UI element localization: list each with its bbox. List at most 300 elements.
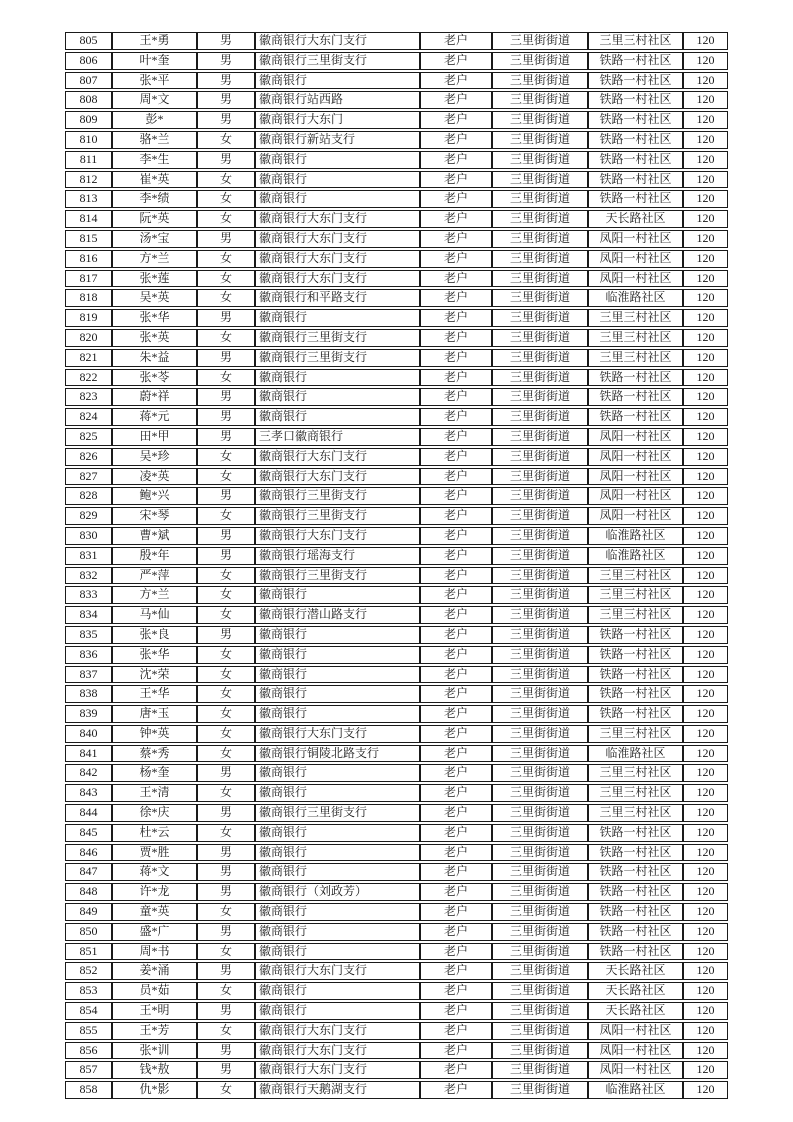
cell-serial: 813 [65,190,112,208]
cell-serial: 808 [65,91,112,109]
cell-name: 阮*英 [112,210,197,228]
cell-serial: 843 [65,784,112,802]
cell-serial: 854 [65,1002,112,1020]
cell-street: 三里街街道 [492,151,588,169]
cell-household-type: 老户 [420,289,492,307]
cell-name: 蔚*祥 [112,388,197,406]
cell-community: 铁路一村社区 [588,388,683,406]
cell-bank: 徽商银行大东门支行 [255,250,420,268]
cell-name: 崔*英 [112,171,197,189]
table-row [65,507,728,525]
cell-serial: 826 [65,448,112,466]
cell-gender: 男 [197,91,255,109]
cell-gender: 男 [197,349,255,367]
cell-serial: 820 [65,329,112,347]
cell-bank: 徽商银行三里街支行 [255,52,420,70]
cell-gender: 男 [197,923,255,941]
cell-name: 蒋*文 [112,863,197,881]
cell-household-type: 老户 [420,1002,492,1020]
cell-gender: 女 [197,784,255,802]
cell-community: 三里三村社区 [588,804,683,822]
cell-household-type: 老户 [420,230,492,248]
cell-household-type: 老户 [420,468,492,486]
cell-serial: 853 [65,982,112,1000]
cell-household-type: 老户 [420,586,492,604]
cell-bank: 徽商银行 [255,626,420,644]
cell-amount: 120 [683,567,728,585]
cell-amount: 120 [683,210,728,228]
cell-street: 三里街街道 [492,507,588,525]
table-row [65,844,728,862]
cell-bank: 徽商银行三里街支行 [255,567,420,585]
cell-amount: 120 [683,745,728,763]
cell-amount: 120 [683,369,728,387]
cell-bank: 徽商银行三里街支行 [255,329,420,347]
cell-amount: 120 [683,309,728,327]
cell-serial: 848 [65,883,112,901]
table-row [65,428,728,446]
cell-bank: 徽商银行大东门支行 [255,468,420,486]
cell-street: 三里街街道 [492,725,588,743]
cell-name: 彭* [112,111,197,129]
cell-name: 周*文 [112,91,197,109]
cell-community: 临淮路社区 [588,547,683,565]
cell-community: 凤阳一村社区 [588,507,683,525]
cell-community: 三里三村社区 [588,725,683,743]
cell-serial: 856 [65,1042,112,1060]
cell-gender: 男 [197,408,255,426]
cell-household-type: 老户 [420,943,492,961]
cell-serial: 818 [65,289,112,307]
cell-name: 朱*益 [112,349,197,367]
cell-serial: 828 [65,487,112,505]
cell-name: 周*书 [112,943,197,961]
table-row [65,1042,728,1060]
cell-household-type: 老户 [420,844,492,862]
cell-gender: 男 [197,309,255,327]
cell-name: 张*训 [112,1042,197,1060]
cell-community: 凤阳一村社区 [588,1061,683,1079]
cell-community: 三里三村社区 [588,32,683,50]
cell-household-type: 老户 [420,646,492,664]
table-row [65,468,728,486]
table-row [65,309,728,327]
cell-gender: 男 [197,1061,255,1079]
table-row [65,527,728,545]
cell-household-type: 老户 [420,1061,492,1079]
table-row [65,666,728,684]
cell-serial: 810 [65,131,112,149]
table-row [65,567,728,585]
cell-bank: 徽商银行 [255,309,420,327]
cell-name: 蔡*秀 [112,745,197,763]
cell-street: 三里街街道 [492,408,588,426]
cell-street: 三里街街道 [492,289,588,307]
cell-gender: 女 [197,725,255,743]
cell-street: 三里街街道 [492,745,588,763]
cell-name: 沈*荣 [112,666,197,684]
cell-serial: 852 [65,962,112,980]
cell-amount: 120 [683,1081,728,1099]
cell-bank: 徽商银行三里街支行 [255,487,420,505]
cell-street: 三里街街道 [492,349,588,367]
cell-household-type: 老户 [420,52,492,70]
cell-street: 三里街街道 [492,210,588,228]
cell-amount: 120 [683,448,728,466]
cell-gender: 男 [197,844,255,862]
cell-serial: 817 [65,270,112,288]
cell-street: 三里街街道 [492,190,588,208]
cell-street: 三里街街道 [492,685,588,703]
cell-gender: 男 [197,111,255,129]
cell-bank: 徽商银行大东门 [255,111,420,129]
cell-bank: 徽商银行大东门支行 [255,270,420,288]
cell-name: 王*明 [112,1002,197,1020]
cell-household-type: 老户 [420,1022,492,1040]
cell-community: 铁路一村社区 [588,646,683,664]
cell-street: 三里街街道 [492,1042,588,1060]
cell-serial: 850 [65,923,112,941]
cell-name: 宋*琴 [112,507,197,525]
cell-bank: 徽商银行 [255,72,420,90]
cell-household-type: 老户 [420,725,492,743]
cell-amount: 120 [683,91,728,109]
cell-serial: 824 [65,408,112,426]
cell-community: 凤阳一村社区 [588,270,683,288]
cell-street: 三里街街道 [492,804,588,822]
cell-street: 三里街街道 [492,91,588,109]
table-row [65,210,728,228]
cell-gender: 女 [197,646,255,664]
cell-street: 三里街街道 [492,764,588,782]
cell-name: 李*绩 [112,190,197,208]
cell-amount: 120 [683,863,728,881]
cell-bank: 徽商银行 [255,784,420,802]
cell-name: 马*仙 [112,606,197,624]
cell-bank: 徽商银行 [255,863,420,881]
cell-name: 张*苓 [112,369,197,387]
cell-amount: 120 [683,1061,728,1079]
cell-name: 王*清 [112,784,197,802]
cell-serial: 805 [65,32,112,50]
table-row [65,289,728,307]
cell-community: 三里三村社区 [588,329,683,347]
cell-gender: 女 [197,270,255,288]
cell-serial: 819 [65,309,112,327]
cell-gender: 男 [197,230,255,248]
cell-street: 三里街街道 [492,1061,588,1079]
cell-gender: 男 [197,626,255,644]
table-row [65,72,728,90]
cell-community: 凤阳一村社区 [588,1042,683,1060]
table-row [65,745,728,763]
cell-serial: 809 [65,111,112,129]
cell-household-type: 老户 [420,72,492,90]
table-row [65,349,728,367]
table-row [65,962,728,980]
cell-amount: 120 [683,547,728,565]
cell-street: 三里街街道 [492,962,588,980]
cell-household-type: 老户 [420,567,492,585]
cell-street: 三里街街道 [492,1022,588,1040]
cell-community: 铁路一村社区 [588,72,683,90]
cell-name: 贾*胜 [112,844,197,862]
cell-amount: 120 [683,626,728,644]
cell-name: 吴*英 [112,289,197,307]
cell-community: 三里三村社区 [588,567,683,585]
table-row [65,685,728,703]
cell-serial: 834 [65,606,112,624]
cell-street: 三里街街道 [492,230,588,248]
records-table-body [65,32,728,1099]
cell-amount: 120 [683,923,728,941]
table-row [65,764,728,782]
cell-serial: 829 [65,507,112,525]
cell-street: 三里街街道 [492,982,588,1000]
cell-household-type: 老户 [420,606,492,624]
cell-amount: 120 [683,844,728,862]
cell-bank: 徽商银行瑶海支行 [255,547,420,565]
cell-name: 方*兰 [112,586,197,604]
cell-street: 三里街街道 [492,883,588,901]
cell-gender: 女 [197,448,255,466]
cell-name: 王*勇 [112,32,197,50]
table-row [65,250,728,268]
cell-amount: 120 [683,764,728,782]
cell-household-type: 老户 [420,131,492,149]
cell-household-type: 老户 [420,923,492,941]
cell-name: 员*茹 [112,982,197,1000]
cell-serial: 844 [65,804,112,822]
table-row [65,923,728,941]
cell-bank: 徽商银行 [255,903,420,921]
cell-name: 方*兰 [112,250,197,268]
cell-street: 三里街街道 [492,923,588,941]
cell-household-type: 老户 [420,309,492,327]
cell-household-type: 老户 [420,547,492,565]
cell-name: 姜*涌 [112,962,197,980]
cell-household-type: 老户 [420,190,492,208]
cell-amount: 120 [683,171,728,189]
cell-amount: 120 [683,507,728,525]
cell-gender: 女 [197,606,255,624]
cell-serial: 839 [65,705,112,723]
cell-gender: 女 [197,685,255,703]
cell-household-type: 老户 [420,151,492,169]
cell-gender: 女 [197,329,255,347]
cell-bank: 徽商银行三里街支行 [255,507,420,525]
cell-street: 三里街街道 [492,903,588,921]
cell-serial: 827 [65,468,112,486]
cell-community: 铁路一村社区 [588,369,683,387]
cell-street: 三里街街道 [492,468,588,486]
cell-community: 三里三村社区 [588,784,683,802]
table-row [65,606,728,624]
table-row [65,547,728,565]
cell-serial: 825 [65,428,112,446]
cell-amount: 120 [683,982,728,1000]
cell-household-type: 老户 [420,349,492,367]
cell-bank: 徽商银行大东门支行 [255,1022,420,1040]
cell-household-type: 老户 [420,745,492,763]
cell-gender: 女 [197,903,255,921]
cell-household-type: 老户 [420,527,492,545]
cell-bank: 徽商银行大东门支行 [255,230,420,248]
cell-gender: 女 [197,1081,255,1099]
cell-bank: 徽商银行 [255,388,420,406]
cell-community: 铁路一村社区 [588,943,683,961]
cell-name: 唐*玉 [112,705,197,723]
cell-serial: 812 [65,171,112,189]
cell-street: 三里街街道 [492,586,588,604]
cell-name: 曹*斌 [112,527,197,545]
cell-gender: 女 [197,745,255,763]
cell-name: 钟*英 [112,725,197,743]
table-row [65,1022,728,1040]
cell-bank: 徽商银行大东门支行 [255,527,420,545]
cell-amount: 120 [683,428,728,446]
cell-bank: 徽商银行 [255,646,420,664]
table-row [65,804,728,822]
cell-community: 凤阳一村社区 [588,230,683,248]
cell-bank: 三孝口徽商银行 [255,428,420,446]
cell-bank: 徽商银行 [255,151,420,169]
table-row [65,171,728,189]
table-row [65,1002,728,1020]
cell-name: 吴*珍 [112,448,197,466]
cell-amount: 120 [683,903,728,921]
cell-bank: 徽商银行（刘政芳） [255,883,420,901]
cell-name: 张*莲 [112,270,197,288]
table-row [65,388,728,406]
cell-gender: 女 [197,567,255,585]
cell-gender: 女 [197,369,255,387]
cell-amount: 120 [683,408,728,426]
cell-serial: 841 [65,745,112,763]
cell-amount: 120 [683,1022,728,1040]
cell-amount: 120 [683,1042,728,1060]
cell-amount: 120 [683,111,728,129]
cell-name: 鲍*兴 [112,487,197,505]
cell-household-type: 老户 [420,824,492,842]
cell-gender: 男 [197,863,255,881]
cell-serial: 837 [65,666,112,684]
cell-household-type: 老户 [420,91,492,109]
cell-street: 三里街街道 [492,666,588,684]
cell-bank: 徽商银行 [255,190,420,208]
cell-community: 铁路一村社区 [588,844,683,862]
table-row [65,863,728,881]
cell-name: 张*英 [112,329,197,347]
cell-amount: 120 [683,131,728,149]
cell-gender: 女 [197,289,255,307]
cell-amount: 120 [683,606,728,624]
cell-gender: 女 [197,705,255,723]
cell-gender: 男 [197,72,255,90]
table-row [65,270,728,288]
cell-gender: 男 [197,883,255,901]
cell-name: 仇*影 [112,1081,197,1099]
table-row [65,230,728,248]
cell-community: 铁路一村社区 [588,824,683,842]
cell-gender: 男 [197,151,255,169]
cell-community: 临淮路社区 [588,527,683,545]
cell-gender: 男 [197,1042,255,1060]
cell-community: 凤阳一村社区 [588,468,683,486]
cell-amount: 120 [683,151,728,169]
cell-name: 张*华 [112,309,197,327]
cell-household-type: 老户 [420,804,492,822]
cell-amount: 120 [683,883,728,901]
cell-household-type: 老户 [420,863,492,881]
table-row [65,52,728,70]
cell-community: 临淮路社区 [588,289,683,307]
cell-bank: 徽商银行大东门支行 [255,32,420,50]
cell-gender: 男 [197,1002,255,1020]
cell-community: 铁路一村社区 [588,883,683,901]
cell-bank: 徽商银行 [255,923,420,941]
cell-household-type: 老户 [420,111,492,129]
cell-amount: 120 [683,468,728,486]
cell-amount: 120 [683,804,728,822]
cell-bank: 徽商银行 [255,764,420,782]
table-row [65,943,728,961]
cell-serial: 849 [65,903,112,921]
cell-street: 三里街街道 [492,547,588,565]
cell-community: 临淮路社区 [588,1081,683,1099]
cell-serial: 835 [65,626,112,644]
cell-community: 凤阳一村社区 [588,1022,683,1040]
cell-bank: 徽商银行三里街支行 [255,349,420,367]
cell-bank: 徽商银行 [255,408,420,426]
cell-household-type: 老户 [420,764,492,782]
cell-name: 杨*奎 [112,764,197,782]
cell-amount: 120 [683,666,728,684]
cell-serial: 814 [65,210,112,228]
cell-serial: 840 [65,725,112,743]
cell-street: 三里街街道 [492,270,588,288]
cell-name: 张*华 [112,646,197,664]
cell-community: 铁路一村社区 [588,903,683,921]
cell-street: 三里街街道 [492,527,588,545]
cell-amount: 120 [683,52,728,70]
table-row [65,982,728,1000]
cell-gender: 女 [197,468,255,486]
cell-community: 三里三村社区 [588,764,683,782]
cell-gender: 男 [197,764,255,782]
table-row [65,725,728,743]
cell-bank: 徽商银行 [255,586,420,604]
cell-street: 三里街街道 [492,844,588,862]
cell-name: 童*英 [112,903,197,921]
cell-amount: 120 [683,329,728,347]
cell-community: 天长路社区 [588,962,683,980]
cell-bank: 徽商银行铜陵北路支行 [255,745,420,763]
cell-bank: 徽商银行三里街支行 [255,804,420,822]
cell-street: 三里街街道 [492,784,588,802]
cell-bank: 徽商银行大东门支行 [255,1061,420,1079]
cell-amount: 120 [683,230,728,248]
cell-household-type: 老户 [420,369,492,387]
table-row [65,1061,728,1079]
cell-amount: 120 [683,250,728,268]
cell-community: 铁路一村社区 [588,171,683,189]
cell-household-type: 老户 [420,507,492,525]
cell-gender: 男 [197,388,255,406]
cell-street: 三里街街道 [492,487,588,505]
cell-name: 严*萍 [112,567,197,585]
cell-gender: 女 [197,250,255,268]
